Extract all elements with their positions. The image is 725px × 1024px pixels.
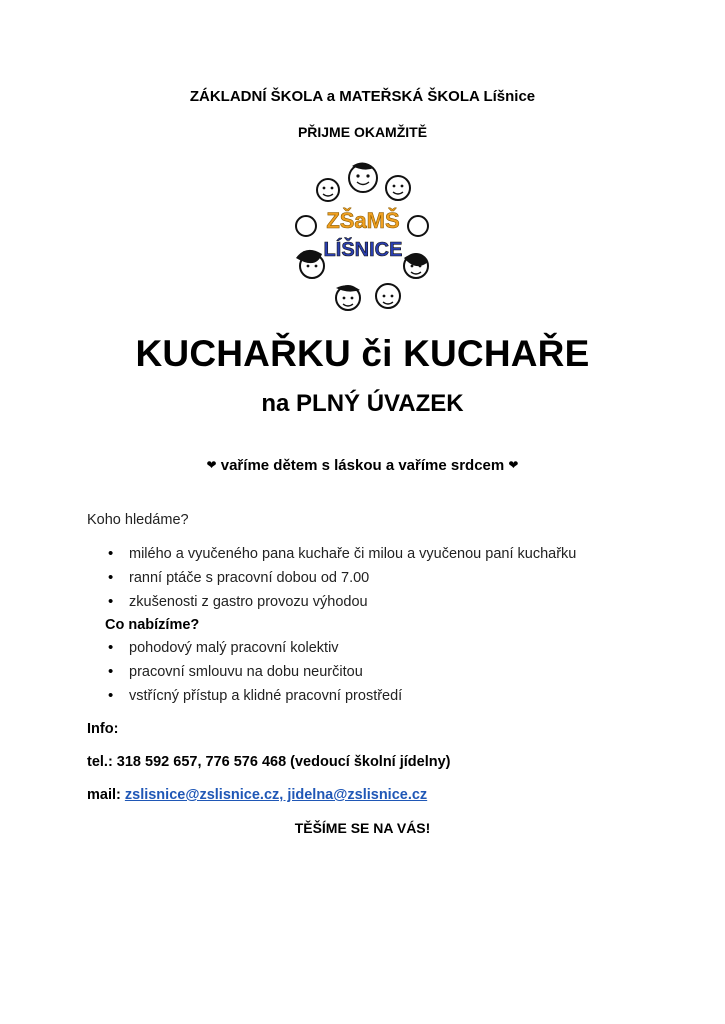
list-item: • zkušenosti z gastro provozu výhodou bbox=[87, 590, 687, 614]
school-logo bbox=[288, 158, 438, 318]
hiring-now-heading: PŘIJME OKAMŽITĚ bbox=[297, 124, 428, 140]
school-name: ZÁKLADNÍ ŠKOLA a MATEŘSKÁ ŠKOLA Líšnice bbox=[189, 88, 536, 105]
tagline-text: vaříme dětem s láskou a vaříme srdcem bbox=[220, 457, 505, 474]
list-item: • vstřícný přístup a klidné pracovní prostředí bbox=[87, 684, 687, 708]
list-item: • milého a vyučeného pana kuchaře či milou a vyučenou paní kuchařku bbox=[87, 542, 687, 566]
offer-heading: Co nabízíme? bbox=[105, 617, 200, 633]
posting-body bbox=[87, 512, 687, 806]
job-title: KUCHAŘKU či KUCHAŘE bbox=[135, 333, 590, 374]
child-face-icon bbox=[317, 179, 339, 201]
svg-text:ZŠaMŠ: ZŠaMŠ bbox=[326, 208, 400, 233]
list-item: • pracovní smlouvu na dobu neurčitou bbox=[87, 660, 687, 684]
closing-message: TĚŠÍME SE NA VÁS! bbox=[294, 820, 431, 836]
seeking-list bbox=[87, 542, 687, 614]
seeking-question: Koho hledáme? bbox=[87, 512, 189, 528]
mail-label: mail: bbox=[87, 787, 125, 803]
email-links[interactable]: zslisnice@zslisnice.cz, jidelna@zslisnice.cz bbox=[124, 787, 428, 803]
child-face-icon bbox=[408, 216, 428, 236]
svg-text:LÍŠNICE: LÍŠNICE bbox=[323, 239, 403, 261]
telephone-line: tel.: 318 592 657, 776 576 468 (vedoucí školní jídelny) bbox=[87, 754, 451, 770]
info-label: Info: bbox=[87, 721, 119, 737]
list-item: • ranní ptáče s pracovní dobou od 7.00 bbox=[87, 566, 687, 590]
child-face-icon bbox=[386, 176, 410, 200]
tagline bbox=[0, 457, 725, 474]
child-face-icon bbox=[296, 216, 316, 236]
offer-list bbox=[87, 636, 687, 708]
list-item: • pohodový malý pracovní kolektiv bbox=[87, 636, 687, 660]
job-subtitle: na PLNÝ ÚVAZEK bbox=[261, 390, 464, 417]
heart-icon: ❤ bbox=[206, 458, 217, 472]
mail-line bbox=[87, 784, 687, 806]
heart-icon: ❤ bbox=[508, 458, 519, 472]
